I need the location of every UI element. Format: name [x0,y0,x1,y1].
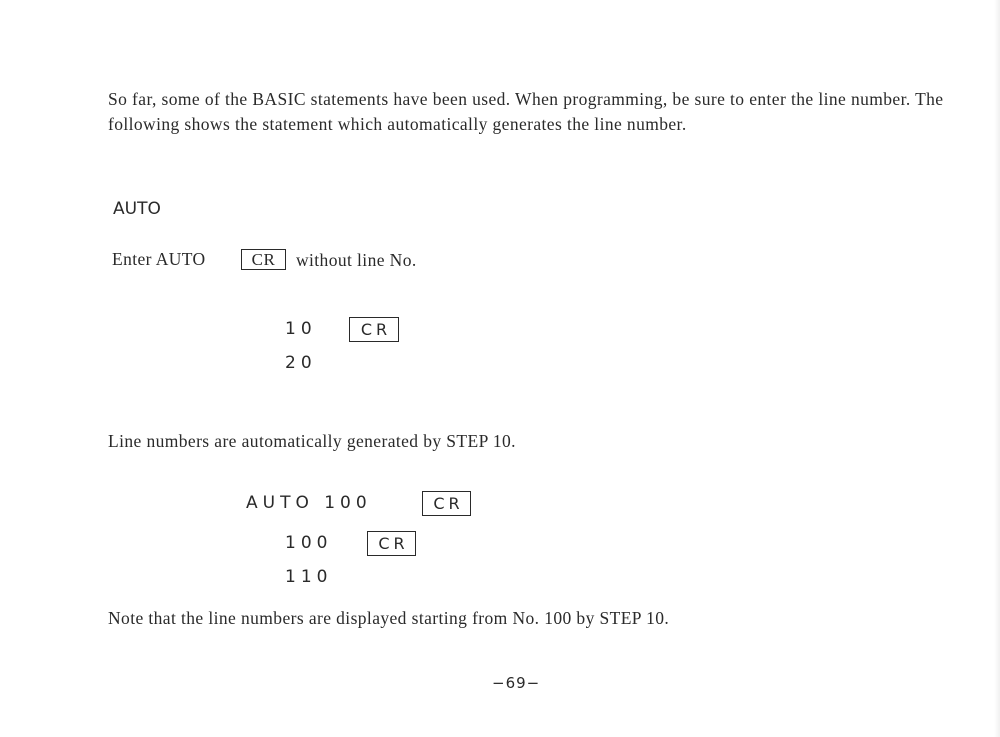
example1-line-20: 20 [285,353,317,373]
example2-line-100: 100 [285,533,333,553]
example2-command: AUTO 100 [246,493,372,513]
cr-key-label: CR [360,319,392,339]
page-edge-shadow [994,0,1000,737]
note-start-100: Note that the line numbers are displayed starting from No. 100 by STEP 10. [108,608,670,628]
cr-key-icon [367,531,416,556]
note-step-10: Line numbers are automatically generated by STEP 10. [108,431,516,451]
cr-key-label: CR [378,533,409,553]
page-number: −69− [492,674,541,692]
example1-line-10: 10 [285,319,317,339]
instruction-suffix: without line No. [296,250,417,270]
section-heading-auto: AUTO [113,199,161,219]
instruction-prefix: Enter AUTO [112,249,206,269]
example2-line-110: 110 [285,567,333,587]
intro-paragraph: So far, some of the BASIC statements have been used. When programming, be sure to enter the line number. The following shows the statement which automatically generates the line number. [108,89,944,134]
cr-key-icon [422,491,471,516]
cr-key-label: CR [251,250,276,269]
cr-key-icon [241,249,286,270]
cr-key-icon [349,317,399,342]
cr-key-label: CR [433,493,464,513]
